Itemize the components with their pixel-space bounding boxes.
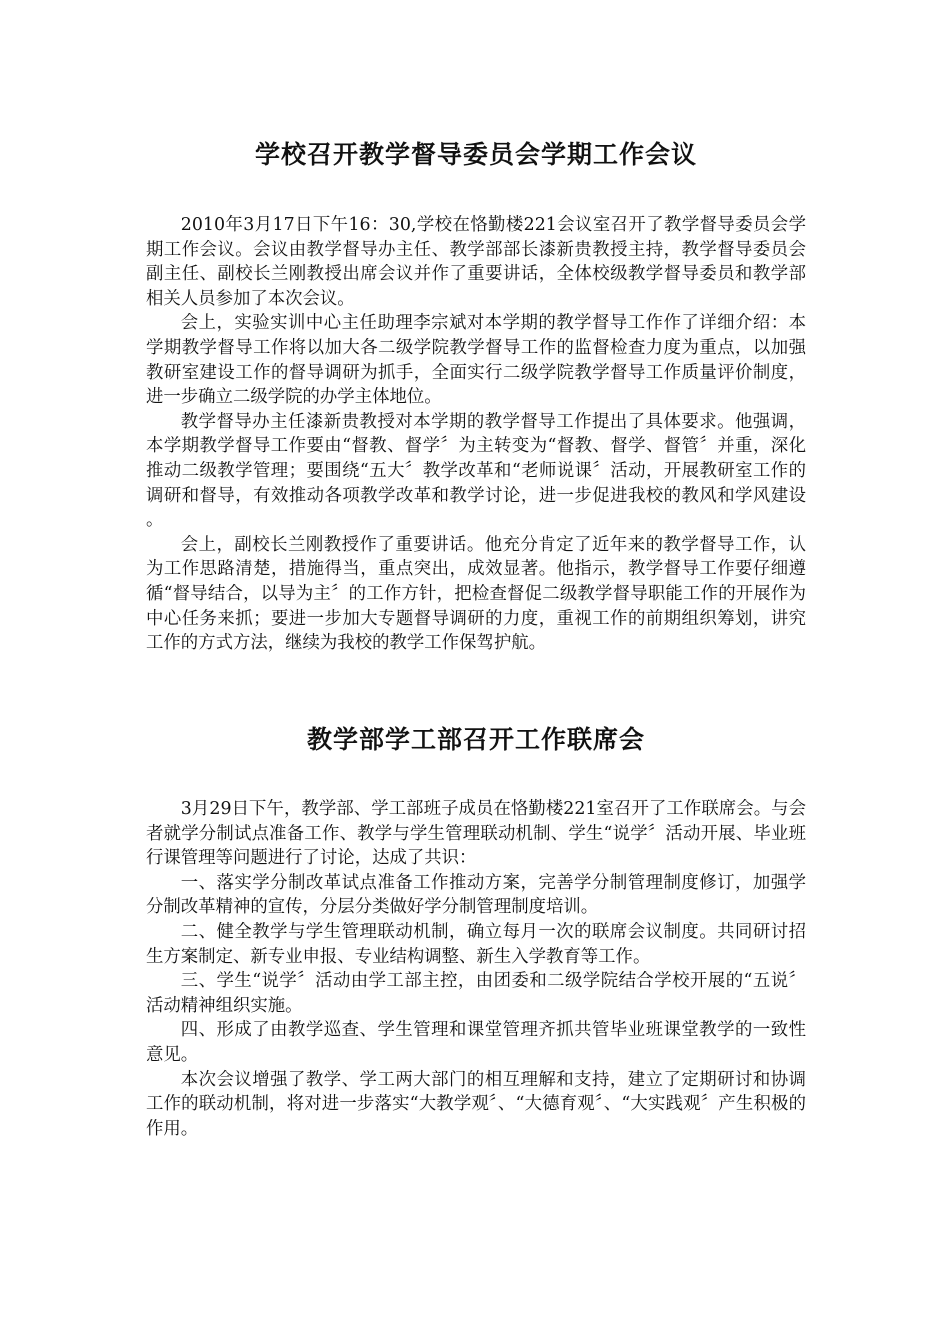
article-1-paragraph: 教学督导办主任漆新贵教授对本学期的教学督导工作提出了具体要求。他强调，本学期教学督导工作要由“督教、督学〞为主转变为“督教、督学、督管〞并重，深化推动二级教学管理；要围绕“五大〞教学改革和“老师说课〞活动，开展教研室工作的调研和督导，有效推动各项教学改革和教学讨论，进一步促进我校的教风和学风建设。 — [146, 411, 806, 531]
article-2-paragraph: 一、落实学分制改革试点准备工作推动方案，完善学分制管理制度修订，加强学分制改革精神的宣传，分层分类做好学分制管理制度培训。 — [146, 872, 806, 918]
article-1-title: 学校召开教学督导委员会学期工作会议 — [254, 140, 697, 169]
article-2-paragraph: 二、健全教学与学生管理联动机制，确立每月一次的联席会议制度。共同研讨招生方案制定、新专业申报、专业结构调整、新生入学教育等工作。 — [146, 921, 806, 967]
article-2-paragraph: 四、形成了由教学巡查、学生管理和课堂管理齐抓共管毕业班课堂教学的一致性意见。 — [146, 1020, 806, 1065]
article-2-paragraph: 三、学生“说学〞活动由学工部主控，由团委和二级学院结合学校开展的“五说〞活动精神组织实施。 — [146, 971, 806, 1016]
article-2-title: 教学部学工部召开工作联席会 — [306, 725, 645, 754]
article-1-paragraph: 2010年3月17日下午16：30,学校在恪勤楼221会议室召开了教学督导委员会学期工作会议。会议由教学督导办主任、教学部部长漆新贵教授主持，教学督导委员会副主任、副校长兰刚教授出席会议并作了重要讲话，全体校级教学督导委员和教学部相关人员参加了本次会议。 — [146, 215, 806, 309]
article-1-paragraph: 会上，副校长兰刚教授作了重要讲话。他充分肯定了近年来的教学督导工作，认为工作思路清楚，措施得当，重点突出，成效显著。他指示，教学督导工作要仔细遵循“督导结合，以导为主〞的工作方针，把检查督促二级教学督导职能工作的开展作为中心任务来抓；要进一步加大专题督导调研的力度，重视工作的前期组织筹划，讲究工作的方式方法，继续为我校的教学工作保驾护航。 — [146, 534, 806, 654]
article-2-paragraph: 3月29日下午，教学部、学工部班子成员在恪勤楼221室召开了工作联席会。与会者就学分制试点准备工作、教学与学生管理联动机制、学生“说学〞活动开展、毕业班行课管理等问题进行了讨论，达成了共识： — [146, 799, 806, 869]
article-1-paragraph: 会上，实验实训中心主任助理李宗斌对本学期的教学督导工作作了详细介绍：本学期教学督导工作将以加大各二级学院教学督导工作的监督检查力度为重点，以加强教研室建设工作的督导调研为抓手，全面实行二级学院教学督导工作质量评价制度，进一步确立二级学院的办学主体地位。 — [146, 313, 806, 408]
article-2-paragraph: 本次会议增强了教学、学工两大部门的相互理解和支持，建立了定期研讨和协调工作的联动机制，将对进一步落实“大教学观〞、“大德育观〞、“大实践观〞产生积极的作用。 — [146, 1069, 806, 1139]
article-1-body — [146, 213, 806, 656]
article-2-body — [146, 797, 806, 1141]
